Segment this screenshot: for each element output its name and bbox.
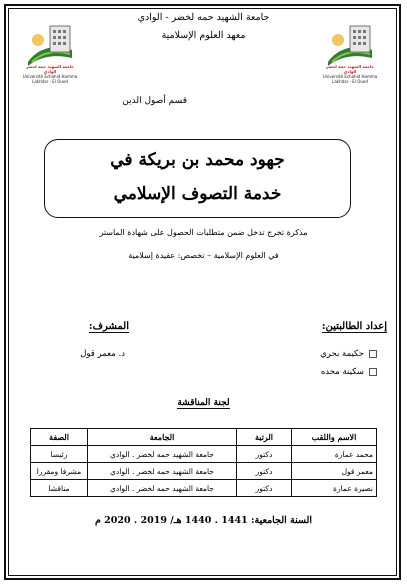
supervisor-name: د. معمر قول bbox=[80, 349, 125, 359]
column-header: الرتبة bbox=[237, 429, 292, 446]
student-name: سكينة محده bbox=[321, 367, 377, 377]
table-cell: محمد عمارة bbox=[292, 446, 377, 463]
committee-heading: لجنة المناقشة bbox=[177, 398, 230, 408]
table-cell: جامعة الشهيد حمه لخضر . الوادي bbox=[88, 480, 237, 497]
thesis-title-box bbox=[44, 139, 351, 218]
checkbox-icon bbox=[369, 350, 377, 358]
committee-table bbox=[30, 428, 377, 497]
table-cell: مشرفا ومقررا bbox=[31, 463, 88, 480]
academic-year: السنة الجامعية: 1441 . 1440 هـ/ 2019 . 2020 م bbox=[94, 515, 313, 526]
column-header: الصفة bbox=[31, 429, 88, 446]
thesis-title-line-1: جهود محمد بن بريكة في bbox=[110, 150, 285, 170]
column-header: الجامعة bbox=[88, 429, 237, 446]
column-header: الاسم واللقب bbox=[292, 429, 377, 446]
table-header-row bbox=[31, 429, 377, 446]
table-cell: جامعة الشهيد حمه لخضر . الوادي bbox=[88, 446, 237, 463]
table-cell: رئيسا bbox=[31, 446, 88, 463]
table-cell: مناقشا bbox=[31, 480, 88, 497]
table-row bbox=[31, 446, 377, 463]
table-cell: دكتور bbox=[237, 446, 292, 463]
thesis-title-line-2: خدمة التصوف الإسلامي bbox=[113, 184, 282, 204]
logo-caption-left: جامعة الشهيد حمه لخضر الوادي Université Echahid Hamma Lakhdar - El Oued bbox=[22, 64, 78, 84]
table-cell: جامعة الشهيد حمه لخضر . الوادي bbox=[88, 463, 237, 480]
table-row bbox=[31, 480, 377, 497]
students-heading: إعداد الطالبتين: bbox=[321, 321, 387, 332]
table-row bbox=[31, 463, 377, 480]
logo-caption-right: جامعة الشهيد حمه لخضر الوادي Université Echahid Hamma Lakhdar - El Oued bbox=[322, 64, 378, 84]
specialization: في العلوم الإسلامية – تخصص: عقيدة إسلامية bbox=[128, 251, 279, 260]
university-name: جامعة الشهيد حمه لخضر - الوادي bbox=[137, 12, 270, 23]
table-cell: معمر قول bbox=[292, 463, 377, 480]
student-name: حكيمة بحري bbox=[320, 349, 377, 359]
table-cell: نصيرة عمارة bbox=[292, 480, 377, 497]
memo-description: مذكرة تخرج تدخل ضمن متطلبات الحصول على شهادة الماستر bbox=[99, 228, 308, 237]
department-name: قسم أصول الدين bbox=[122, 96, 187, 106]
supervisor-heading: المشرف: bbox=[88, 321, 129, 332]
table-cell: دكتور bbox=[237, 463, 292, 480]
table-cell: دكتور bbox=[237, 480, 292, 497]
checkbox-icon bbox=[369, 368, 377, 376]
institute-name: معهد العلوم الإسلامية bbox=[161, 30, 246, 41]
